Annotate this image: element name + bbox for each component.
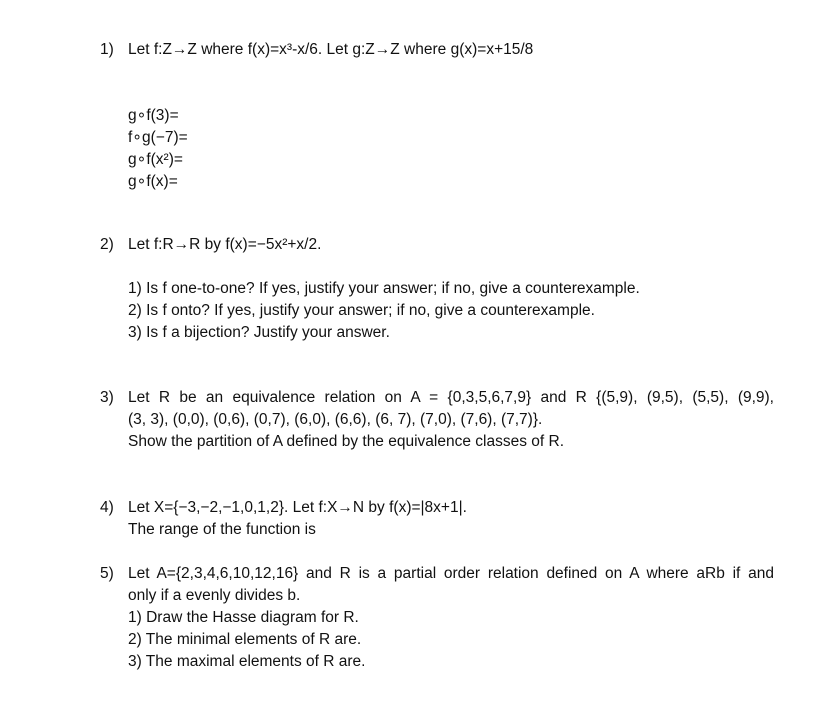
question-number: 3) [100,389,114,406]
question-stem-line: Show the partition of A defined by the equivalence classes of R. [128,433,564,450]
question-stem: Let f:R→R by f(x)=−5x²+x/2. [128,236,322,253]
question-number: 1) [100,41,114,58]
sub-item: g∘f(3)= [128,107,179,124]
question-stem-line: (3, 3), (0,0), (0,6), (0,7), (6,0), (6,6), (6, 7), (7,0), (7,6), (7,7)}. [128,411,543,428]
question-stem-line: Let X={−3,−2,−1,0,1,2}. Let f:X→N by f(x)=|8x+1|. [128,499,467,516]
sub-item: 3) The maximal elements of R are. [128,653,366,670]
sub-item: 3) Is f a bijection? Justify your answer. [128,324,390,341]
sub-item: g∘f(x)= [128,173,178,190]
question-stem-line: The range of the function is [128,521,316,538]
question-stem-line: only if a evenly divides b. [128,587,301,604]
sub-item: f∘g(−7)= [128,129,188,146]
sub-item: 2) Is f onto? If yes, justify your answer; if no, give a counterexample. [128,302,595,319]
question-number: 2) [100,236,114,253]
question-stem-line: Let A={2,3,4,6,10,12,16} and R is a partial order relation defined on A where aRb if and [128,565,774,582]
question-number: 4) [100,499,114,516]
sub-item: 2) The minimal elements of R are. [128,631,362,648]
sub-item: 1) Draw the Hasse diagram for R. [128,609,359,626]
question-stem-line: Let R be an equivalence relation on A = {0,3,5,6,7,9} and R {(5,9), (9,5), (5,5), (9,9), [128,389,774,406]
question-stem: Let f:Z→Z where f(x)=x³-x/6. Let g:Z→Z where g(x)=x+15/8 [128,41,534,58]
question-number: 5) [100,565,114,582]
sub-item: 1) Is f one-to-one? If yes, justify your answer; if no, give a counterexample. [128,280,640,297]
sub-item: g∘f(x²)= [128,151,183,168]
